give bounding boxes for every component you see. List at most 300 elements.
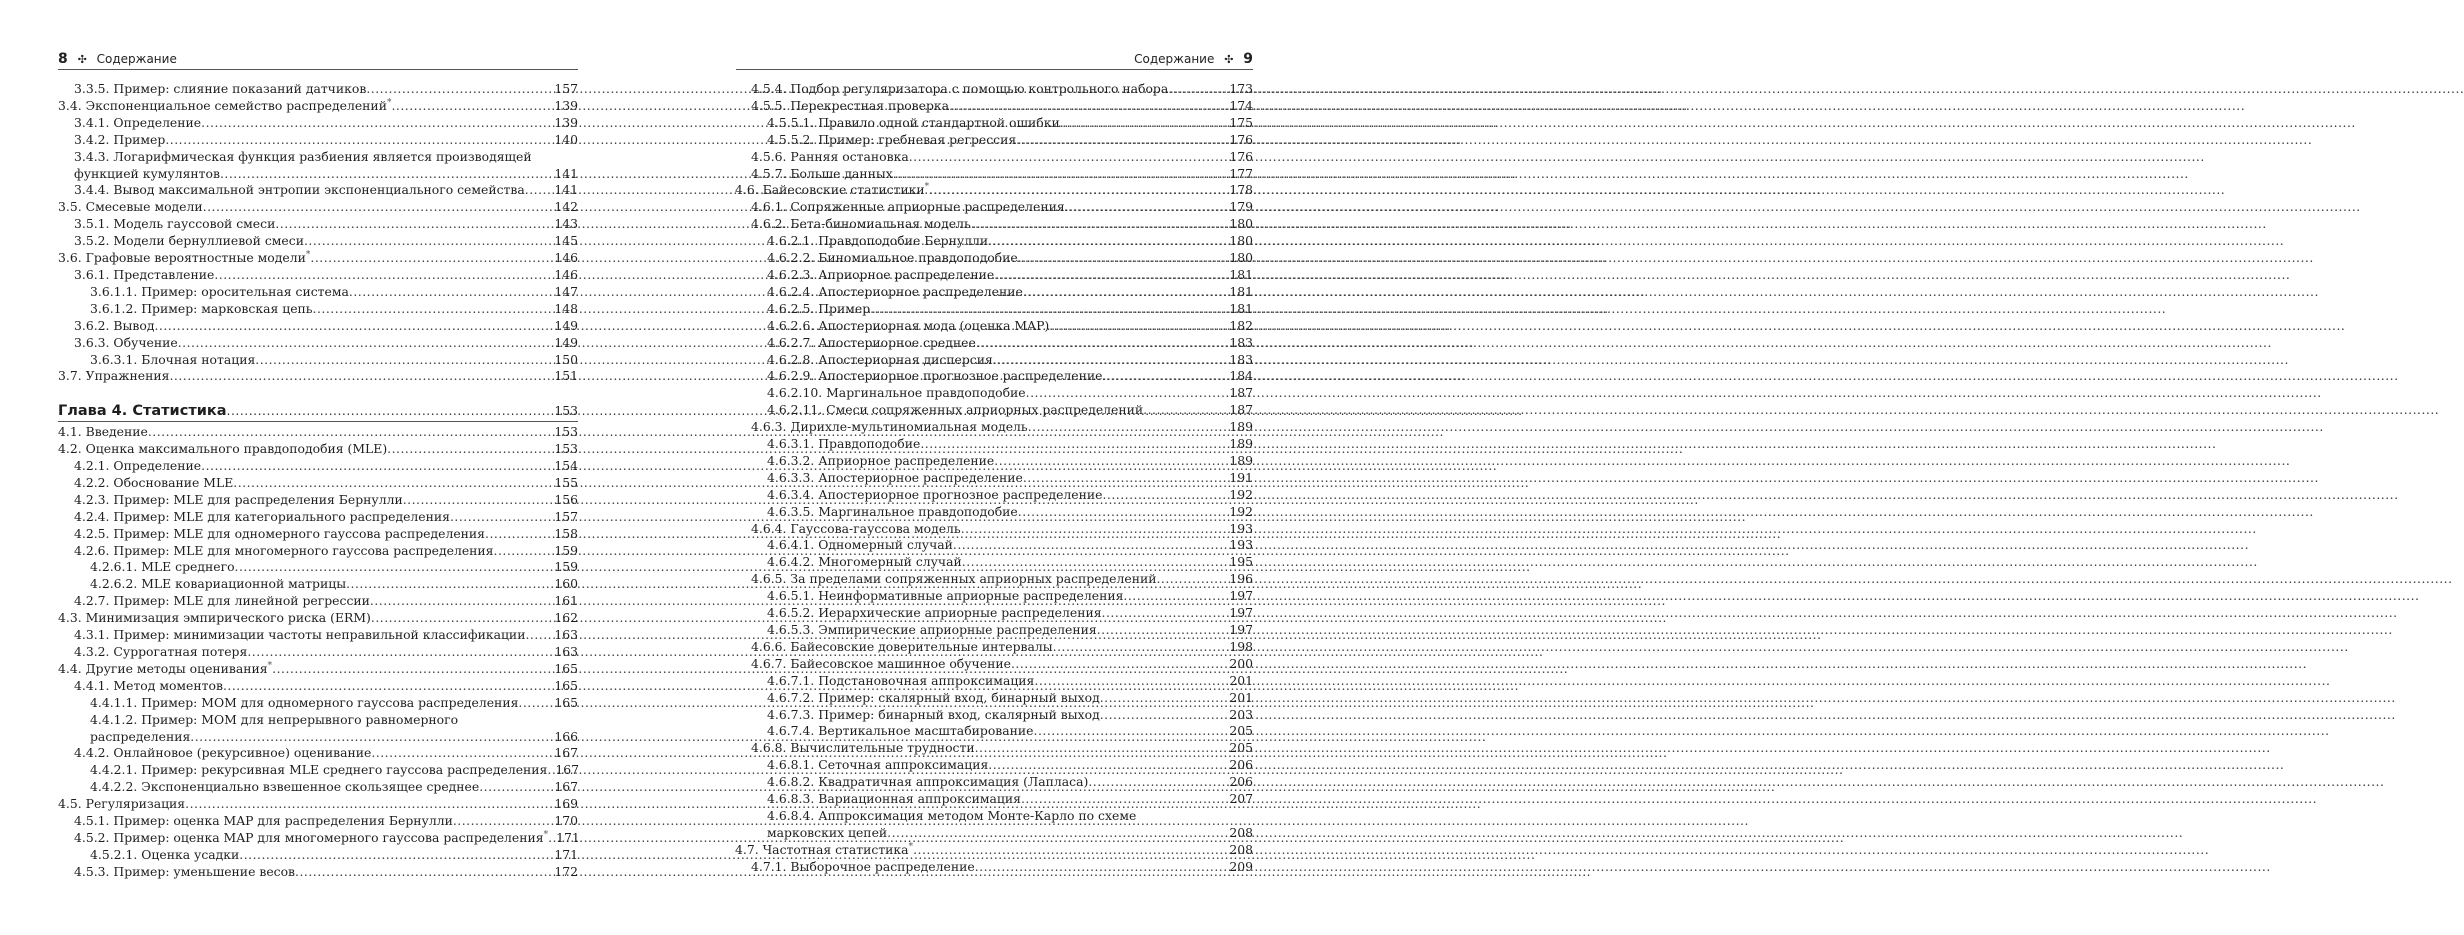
section-title: Упражнения: [85, 368, 170, 384]
toc-entry-title: [767, 318, 1049, 335]
dot-leader: [971, 216, 1228, 233]
section-title: Апостериорная мода (оценка MAP): [818, 317, 1050, 333]
section-title: Априорное распределение: [818, 266, 995, 282]
toc-entry-row: [767, 284, 1253, 301]
dot-leader: [909, 149, 1228, 166]
toc-entry-title: [74, 864, 295, 881]
toc-entry-title: [90, 847, 239, 864]
toc-entry-title: [74, 458, 201, 475]
page-ref: 165: [554, 694, 578, 710]
dot-leader: [165, 132, 552, 149]
toc-entry: [735, 284, 1253, 301]
toc-entry: [58, 368, 578, 385]
page-ref: 153: [554, 424, 578, 440]
section-number: 4.4.2.: [74, 745, 110, 761]
dot-leader: [962, 554, 1228, 571]
section-number: 3.7.: [58, 368, 82, 384]
page-ref: 153: [554, 441, 578, 457]
toc-entry: [58, 762, 578, 779]
toc-entry-row: [767, 774, 1253, 791]
section-title: Минимизация эмпирического риска (ERM): [85, 610, 371, 626]
page-ref: 205: [1229, 740, 1253, 756]
page-ref: 206: [1229, 774, 1253, 790]
section-title: Иерархические априорные распределения: [818, 605, 1102, 621]
toc-entry-row: [58, 250, 578, 267]
dot-leader: [1102, 368, 1227, 385]
page-ref: 170: [554, 813, 578, 829]
toc-entry-title: [751, 199, 1065, 216]
section-title: Метод моментов: [113, 677, 223, 693]
section-number: 4.6.2.11.: [767, 402, 823, 418]
page-ref: 197: [1229, 605, 1253, 621]
toc-entry-title: [74, 216, 275, 233]
toc-entry: [58, 132, 578, 149]
toc-entry-title: [90, 352, 255, 369]
section-number: 4.7.: [735, 841, 759, 857]
page-ref: 165: [554, 677, 578, 693]
toc-entry: [58, 796, 578, 813]
ornament-icon: ✣: [77, 53, 87, 66]
section-title: Смеси сопряженных априорных распределений: [826, 402, 1144, 418]
toc-entry-title: [74, 830, 548, 847]
table-of-contents: [735, 81, 1253, 876]
toc-entry-title: [751, 419, 1028, 436]
toc-entry: [58, 424, 578, 441]
toc-entry: [735, 808, 1253, 842]
toc-entry-row: [767, 622, 1253, 639]
toc-entry-row: [90, 576, 578, 593]
section-title: Апостериорное прогнозное распределение: [818, 368, 1103, 384]
section-number: 4.6.4.: [751, 520, 787, 536]
toc-entry-row: [751, 166, 1253, 183]
page-number: 9: [1243, 51, 1253, 67]
toc-entry-title: [58, 424, 148, 441]
toc-entry: [58, 458, 578, 475]
toc-entry-row: [74, 593, 578, 610]
dot-leader: [1123, 588, 1227, 605]
section-title: Гауссова-гауссова модель: [790, 520, 961, 536]
section-title: Суррогатная потеря: [113, 644, 248, 659]
toc-entry-title: [767, 723, 1034, 740]
toc-entry-row: [751, 81, 1253, 98]
toc-entry: [58, 284, 578, 301]
dot-leader: [295, 864, 552, 881]
toc-entry-row: [58, 368, 578, 385]
toc-entry-title: [751, 656, 1011, 673]
section-title: Пример: уменьшение весов: [113, 863, 296, 879]
section-title: Обучение: [113, 334, 178, 350]
toc-entry-row: [74, 678, 578, 695]
section-number: 4.6.5.3.: [767, 622, 815, 637]
toc-entry-title: [90, 762, 547, 779]
chapter-title: Статистика: [132, 403, 227, 420]
toc-entry: [735, 216, 1253, 233]
page-ref: 196: [1229, 571, 1253, 587]
section-title: Пример: марковская цепь: [141, 300, 313, 316]
page-ref: 181: [1229, 300, 1253, 316]
toc-entry-title: [767, 402, 1143, 419]
section-title-continued: функцией кумулянтов: [74, 165, 220, 181]
toc-entry-row: [767, 588, 1253, 605]
section-number: 4.6.2.3.: [767, 266, 815, 282]
section-number: 4.6.5.1.: [767, 588, 815, 604]
toc-entry-title: [58, 403, 227, 420]
toc-entry-row: [90, 779, 578, 796]
advanced-marker: *: [267, 660, 273, 671]
toc-entry-row: [74, 216, 578, 233]
section-number: 3.4.1.: [74, 114, 110, 130]
page-ref: 182: [1229, 317, 1253, 333]
left-page: [0, 0, 600, 935]
toc-entry-row: [74, 644, 578, 661]
section-number: 4.6.5.: [751, 571, 787, 587]
dot-leader: [518, 695, 552, 712]
toc-entry: [58, 267, 578, 284]
toc-entry: [58, 830, 578, 847]
toc-entry-row: [74, 115, 578, 132]
page-ref: 200: [1229, 655, 1253, 671]
toc-entry-row: [58, 424, 578, 441]
toc-entry: [58, 864, 578, 881]
page-ref: 174: [1229, 97, 1253, 113]
page-ref: 192: [1229, 503, 1253, 519]
page-ref: 197: [1229, 588, 1253, 604]
section-title: Оценка усадки: [141, 846, 240, 862]
toc-entry: [735, 267, 1253, 284]
running-title: Содержание: [96, 52, 177, 66]
section-number: 4.3.1.: [74, 627, 110, 643]
toc-entry-row: [767, 537, 1253, 554]
dot-leader: [387, 441, 552, 458]
section-number: 4.5.2.: [74, 829, 110, 845]
toc-entry: [735, 774, 1253, 791]
toc-entry-title: [74, 509, 450, 526]
section-number: 4.6.4.1.: [767, 537, 815, 553]
toc-entry-title: [58, 250, 310, 267]
page-ref: 141: [554, 165, 578, 181]
toc-entry-title: [767, 470, 1023, 487]
section-number: 4.6.2.7.: [767, 334, 815, 350]
toc-entry-row: [74, 830, 578, 847]
page-ref: 177: [1229, 165, 1253, 181]
toc-entry: [735, 859, 1253, 876]
section-title: Апостериорное прогнозное распределение: [818, 486, 1103, 502]
toc-entry-row: [74, 233, 578, 250]
dot-leader: [988, 233, 1227, 250]
section-title: Подбор регуляризатора с помощью контрольного набора: [790, 81, 1169, 96]
toc-entry-title: [74, 182, 525, 199]
toc-entry-title: [58, 796, 185, 813]
section-number: 4.6.8.: [751, 740, 787, 756]
dot-leader: [929, 182, 1227, 199]
page-ref: 180: [1229, 216, 1253, 232]
toc-entry-title: [767, 132, 1016, 149]
toc-entry: [58, 441, 578, 458]
dot-leader: [310, 250, 552, 267]
dot-leader: [975, 740, 1228, 757]
toc-entry-title: [58, 98, 391, 115]
toc-entry-title: [74, 81, 366, 98]
toc-entry: [735, 199, 1253, 216]
section-number: 4.7.1.: [751, 858, 787, 874]
page-number: 8: [58, 51, 68, 67]
toc-entry: [58, 712, 578, 746]
toc-entry-row: [767, 690, 1253, 707]
section-title: Логарифмическая функция разбиения является производящей: [113, 148, 532, 164]
toc-entry: [735, 436, 1253, 453]
page-ref: 141: [554, 182, 578, 198]
toc-entry-row: [767, 605, 1253, 622]
advanced-marker: *: [386, 97, 392, 108]
page-ref: 184: [1229, 368, 1253, 384]
dot-leader: [370, 593, 552, 610]
toc-entry-row: [90, 762, 578, 779]
section-number: 4.6.8.4.: [767, 807, 815, 823]
section-number: 4.2.1.: [74, 458, 110, 474]
dot-leader: [988, 757, 1227, 774]
section-title: Апостериорное среднее: [818, 334, 976, 350]
toc-entry-title: [74, 335, 178, 352]
toc-entry-title: [767, 588, 1123, 605]
section-title: Маргинальное правдоподобие: [818, 503, 1018, 519]
toc-entry-title: [90, 779, 479, 796]
section-number: 4.6.2.6.: [767, 317, 815, 333]
section-title: Обоснование MLE: [113, 474, 234, 490]
section-number: 4.5.4.: [751, 81, 787, 96]
toc-entry-title: [767, 808, 1253, 825]
toc-entry-row: [735, 842, 1253, 859]
section-title: Эмпирические априорные распределения: [818, 622, 1097, 637]
section-number: 4.5.3.: [74, 863, 110, 879]
toc-entry: [58, 250, 578, 267]
toc-entry: [735, 419, 1253, 436]
section-title: Другие методы оценивания: [85, 660, 268, 676]
toc-entry: [735, 470, 1253, 487]
toc-entry: [58, 98, 578, 115]
toc-entry-title: [74, 813, 453, 830]
toc-entry: [735, 318, 1253, 335]
chapter-heading: [58, 403, 578, 420]
section-number: 4.6.7.3.: [767, 706, 815, 722]
page-ref: 157: [554, 508, 578, 524]
toc-entry: [735, 673, 1253, 690]
page-ref: 207: [1229, 791, 1253, 807]
toc-entry: [735, 707, 1253, 724]
page-ref: 139: [554, 97, 578, 113]
toc-entry-title: [767, 757, 988, 774]
section-number: 4.6.3.1.: [767, 436, 815, 452]
toc-entry-row: [74, 458, 578, 475]
section-number: 4.6.3.2.: [767, 452, 815, 468]
toc-entry-row: [751, 419, 1253, 436]
dot-leader: [494, 543, 553, 560]
toc-entry: [735, 757, 1253, 774]
page-ref: 167: [554, 745, 578, 761]
page-ref: 180: [1229, 233, 1253, 249]
dot-leader: [975, 859, 1228, 876]
toc-entry: [735, 588, 1253, 605]
section-title: Выборочное распределение: [790, 858, 975, 874]
section-title: Пример: слияние показаний датчиков: [113, 81, 367, 96]
page-ref: 179: [1229, 199, 1253, 215]
page-ref: 171: [554, 846, 578, 862]
toc-entry: [735, 250, 1253, 267]
dot-leader: [366, 81, 552, 98]
toc-entry-row: [74, 335, 578, 352]
page-ref: 205: [1229, 723, 1253, 739]
toc-entry-row: [90, 695, 578, 712]
toc-entry: [58, 199, 578, 216]
section-number: 3.6.: [58, 250, 82, 266]
section-title: Байесовские статистики: [762, 182, 925, 198]
toc-entry-title: [735, 842, 913, 859]
section-number: 4.2.5.: [74, 525, 110, 541]
toc-entry: [735, 842, 1253, 859]
dot-leader: [371, 610, 552, 627]
dot-leader: [1156, 571, 1227, 588]
toc-entry-title: [74, 593, 370, 610]
toc-entry: [735, 537, 1253, 554]
toc-entry-row: [751, 199, 1253, 216]
dot-leader: [233, 475, 552, 492]
page-ref: 192: [1229, 486, 1253, 502]
toc-entry-row: [767, 723, 1253, 740]
toc-entry-title: [74, 132, 165, 149]
advanced-marker: *: [305, 249, 311, 260]
page-ref: 146: [554, 250, 578, 266]
toc-entry: [58, 352, 578, 369]
page-ref: 156: [554, 491, 578, 507]
page-ref: 203: [1229, 706, 1253, 722]
section-number: 4.3.: [58, 610, 82, 626]
toc-entry: [58, 216, 578, 233]
page-ref: 181: [1229, 283, 1253, 299]
toc-entry-row: [74, 267, 578, 284]
section-number: 4.6.7.4.: [767, 723, 815, 739]
toc-entry-row: [767, 233, 1253, 250]
page-ref: 163: [554, 644, 578, 659]
dot-leader: [201, 458, 552, 475]
toc-entry-row: [74, 745, 578, 762]
toc-entry: [735, 233, 1253, 250]
toc-entry-title: [751, 216, 971, 233]
page-ref: 166: [554, 728, 578, 744]
section-number: 4.4.1.: [74, 677, 110, 693]
page-ref: 159: [554, 559, 578, 575]
toc-entry-row: [767, 385, 1253, 402]
page-ref: 153: [554, 403, 578, 419]
toc-entry-row: [74, 864, 578, 881]
page-ref: 140: [554, 131, 578, 147]
section-title: Определение: [113, 458, 202, 474]
toc-entry-title: [74, 745, 371, 762]
toc-entry: [58, 559, 578, 576]
section-number: 3.3.5.: [74, 81, 110, 96]
section-number: 3.6.3.: [74, 334, 110, 350]
dot-leader: [201, 115, 552, 132]
toc-entry-title: [767, 504, 1018, 521]
dot-leader: [949, 98, 1227, 115]
toc-entry-title: [767, 690, 1100, 707]
toc-entry-row: [74, 492, 578, 509]
page-ref: 178: [1229, 182, 1253, 198]
section-number: 4.6.8.3.: [767, 791, 815, 807]
section-number: 3.6.3.1.: [90, 351, 138, 367]
section-number: 3.6.1.: [74, 266, 110, 282]
dot-leader: [185, 796, 552, 813]
toc-entry: [735, 301, 1253, 318]
page-ref: 162: [554, 610, 578, 626]
toc-entry: [58, 81, 578, 98]
page-ref: 195: [1229, 554, 1253, 570]
toc-entry-title: [751, 740, 975, 757]
toc-entry: [735, 402, 1253, 419]
chapter-number: Глава 4.: [58, 403, 128, 420]
page-ref: 189: [1229, 436, 1253, 452]
section-title: Определение: [113, 114, 202, 130]
toc-entry-title: [767, 267, 994, 284]
dot-leader: [920, 436, 1227, 453]
toc-entry-title: [767, 284, 1023, 301]
section-number: 4.6.3.: [751, 419, 787, 435]
toc-entry-title: [74, 149, 578, 166]
section-title: Онлайновое (рекурсивное) оценивание: [113, 745, 372, 761]
advanced-marker: *: [543, 829, 549, 840]
toc-entry: [58, 813, 578, 830]
section-title: Байесовское машинное обучение: [790, 655, 1011, 671]
page-ref: 175: [1229, 114, 1253, 130]
toc-entry-row: [767, 352, 1253, 369]
dot-leader: [1100, 707, 1228, 724]
page-ref: 154: [554, 458, 578, 474]
toc-entry-title: [767, 385, 1026, 402]
dot-leader: [870, 301, 1227, 318]
toc-entry-row: [58, 403, 578, 420]
toc-entry-row: [90, 729, 578, 746]
section-title: Бета-биномиальная модель: [790, 216, 971, 232]
toc-entry-title: [58, 661, 272, 678]
section-number: 4.6.7.2.: [767, 689, 815, 705]
dot-leader: [190, 729, 552, 746]
toc-entry-title: [751, 149, 909, 166]
page-ref: 176: [1229, 148, 1253, 164]
section-title: Вариационная аппроксимация: [818, 791, 1021, 807]
toc-entry-title: [74, 627, 525, 644]
dot-leader: [346, 576, 552, 593]
section-number: 4.4.1.1.: [90, 694, 138, 710]
page-ref: 142: [554, 199, 578, 215]
section-title: Правдоподобие Бернулли: [818, 233, 989, 249]
running-title: Содержание: [1134, 52, 1215, 66]
toc-entry-row: [751, 740, 1253, 757]
dot-leader: [976, 335, 1228, 352]
toc-entry-row: [767, 673, 1253, 690]
dot-leader: [993, 352, 1228, 369]
left-page-header: [58, 49, 578, 70]
toc-entry-title: [90, 284, 349, 301]
section-number: 4.6.5.2.: [767, 605, 815, 621]
page-ref: 150: [554, 351, 578, 367]
section-number: 4.5.7.: [751, 165, 787, 181]
toc-entry-row: [767, 402, 1253, 419]
toc-entry-title: [58, 368, 169, 385]
section-number: 3.5.2.: [74, 233, 110, 249]
toc-entry-title: [767, 335, 976, 352]
toc-entry: [735, 166, 1253, 183]
section-number: 4.2.6.2.: [90, 576, 138, 592]
ornament-icon: ✣: [1224, 53, 1234, 66]
toc-entry-title: [767, 436, 920, 453]
